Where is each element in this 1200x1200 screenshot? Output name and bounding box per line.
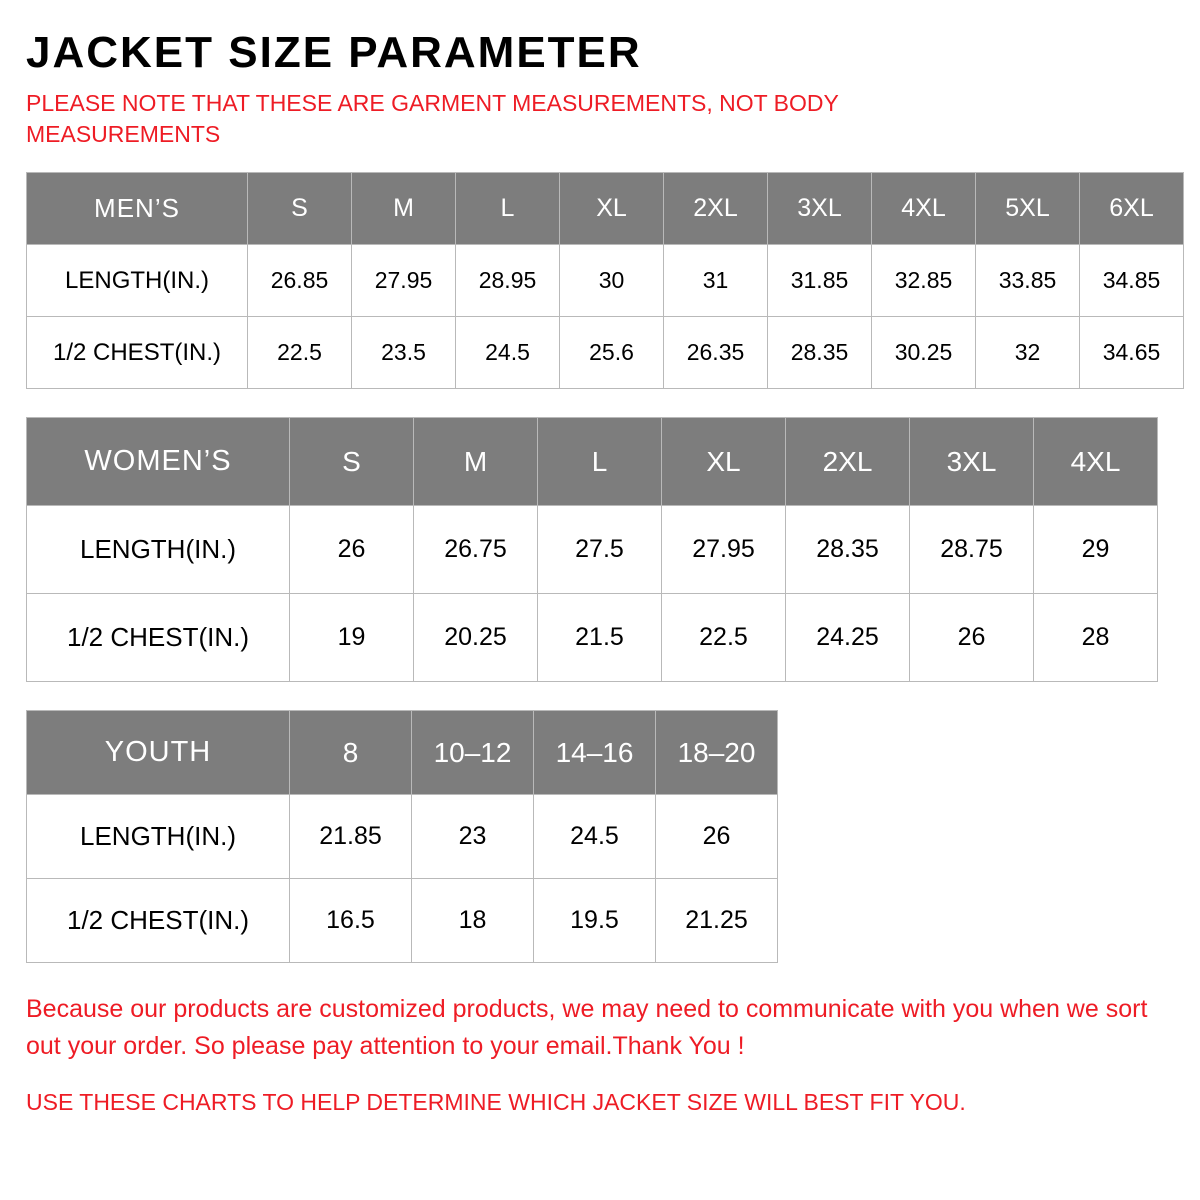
table-header-label: WOMEN’S [27,418,290,506]
measurement-cell: 19 [290,594,414,682]
table-row [27,317,1184,389]
table-header-label: YOUTH [27,711,290,795]
measurement-cell: 32.85 [872,245,976,317]
row-label: LENGTH(IN.) [27,245,248,317]
measurement-cell: 25.6 [560,317,664,389]
measurement-cell: 30 [560,245,664,317]
table-header-row [27,173,1184,245]
measurement-cell: 27.95 [662,506,786,594]
measurement-cell: 20.25 [414,594,538,682]
customization-note: Because our products are customized products, we may need to communicate with you when we sort out your order. So please pay attention to your email.Thank You ! [26,995,1148,1060]
measurement-cell: 22.5 [662,594,786,682]
row-label: 1/2 CHEST(IN.) [27,879,290,963]
size-header-cell: 14–16 [534,711,656,795]
measurement-cell: 32 [976,317,1080,389]
measurement-cell: 26.35 [664,317,768,389]
size-header-cell: 3XL [768,173,872,245]
measurement-cell: 26.75 [414,506,538,594]
table-row [27,245,1184,317]
size-header-cell: 6XL [1080,173,1184,245]
measurement-cell: 22.5 [248,317,352,389]
measurement-cell: 16.5 [290,879,412,963]
table-row [27,879,778,963]
measurement-cell: 23 [412,795,534,879]
table-row [27,506,1158,594]
measurement-cell: 31.85 [768,245,872,317]
measurement-cell: 27.95 [352,245,456,317]
measurement-cell: 31 [664,245,768,317]
measurement-cell: 24.5 [456,317,560,389]
measurement-cell: 27.5 [538,506,662,594]
measurement-cell: 28.95 [456,245,560,317]
measurement-cell: 18 [412,879,534,963]
size-header-cell: 18–20 [656,711,778,795]
size-header-cell: 2XL [786,418,910,506]
measurement-cell: 19.5 [534,879,656,963]
table-row [27,795,778,879]
measurement-cell: 24.5 [534,795,656,879]
size-header-cell: S [248,173,352,245]
size-header-cell: 5XL [976,173,1080,245]
measurement-cell: 26 [290,506,414,594]
measurement-cell: 28.75 [910,506,1034,594]
size-header-cell: 10–12 [412,711,534,795]
measurement-cell: 28.35 [768,317,872,389]
table-header-row [27,418,1158,506]
measurement-cell: 33.85 [976,245,1080,317]
size-header-cell: 2XL [664,173,768,245]
size-header-cell: L [456,173,560,245]
mens-size-table [26,172,1184,389]
youth-size-table [26,710,778,963]
page-title: JACKET SIZE PARAMETER [26,28,642,77]
measurement-cell: 21.85 [290,795,412,879]
size-header-cell: 4XL [1034,418,1158,506]
measurement-note: PLEASE NOTE THAT THESE ARE GARMENT MEASUREMENTS, NOT BODY MEASUREMENTS [26,90,839,148]
table-header-label: MEN’S [27,173,248,245]
measurement-cell: 30.25 [872,317,976,389]
measurement-cell: 34.65 [1080,317,1184,389]
measurement-cell: 26 [656,795,778,879]
measurement-cell: 26 [910,594,1034,682]
size-header-cell: M [352,173,456,245]
size-header-cell: XL [662,418,786,506]
measurement-cell: 23.5 [352,317,456,389]
chart-usage-note: USE THESE CHARTS TO HELP DETERMINE WHICH JACKET SIZE WILL BEST FIT YOU. [26,1088,966,1115]
measurement-cell: 28.35 [786,506,910,594]
measurement-cell: 21.25 [656,879,778,963]
footer-notes [26,991,1166,1119]
measurement-cell: 29 [1034,506,1158,594]
measurement-cell: 28 [1034,594,1158,682]
table-header-row [27,711,778,795]
row-label: 1/2 CHEST(IN.) [27,317,248,389]
size-header-cell: M [414,418,538,506]
measurement-cell: 34.85 [1080,245,1184,317]
size-header-cell: 3XL [910,418,1034,506]
size-header-cell: L [538,418,662,506]
size-header-cell: S [290,418,414,506]
size-header-cell: 8 [290,711,412,795]
womens-size-table [26,417,1158,682]
measurement-cell: 21.5 [538,594,662,682]
row-label: LENGTH(IN.) [27,795,290,879]
measurement-cell: 26.85 [248,245,352,317]
size-header-cell: XL [560,173,664,245]
measurement-cell: 24.25 [786,594,910,682]
row-label: LENGTH(IN.) [27,506,290,594]
row-label: 1/2 CHEST(IN.) [27,594,290,682]
size-header-cell: 4XL [872,173,976,245]
table-row [27,594,1158,682]
